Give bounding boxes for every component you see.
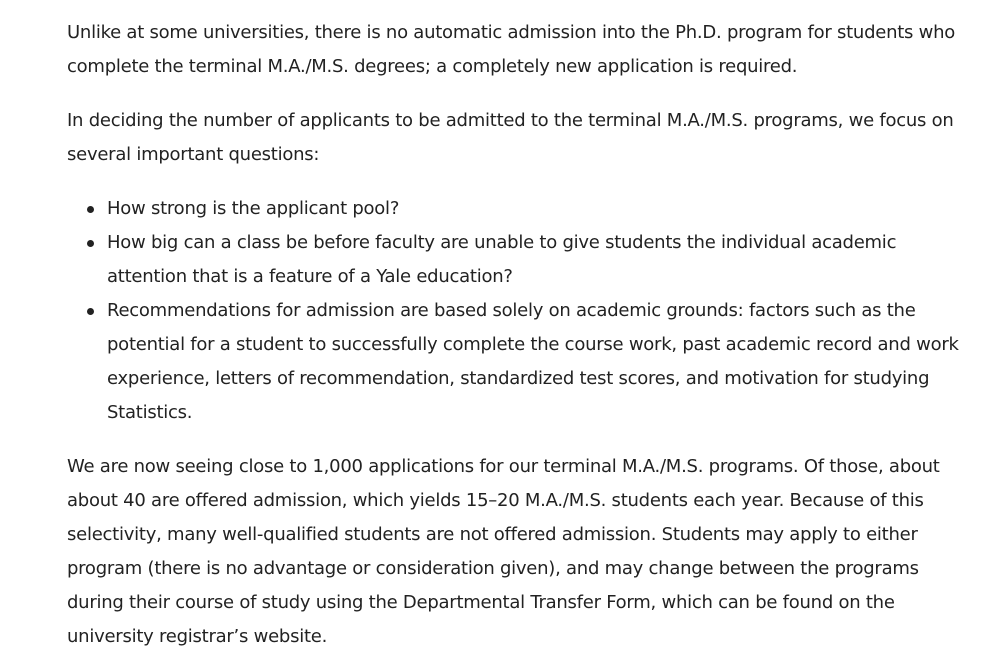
intro-paragraph: Unlike at some universities, there is no automatic admission into the Ph.D. program for students who complete the terminal M.A./M.S. degrees; a completely new application is required.	[67, 22, 956, 77]
closing-paragraph: We are now seeing close to 1,000 applications for our terminal M.A./M.S. programs. Of those, about about 40 are offered admission, which yields 15–20 M.A./M.S. students each year. Because of this selectivity, many well-qualified students are not offered admission. Students may apply to either program (there is no advantage or consideration given), and may change between the programs during their course of study using the Departmental Transfer Form, which can be found on the university registrar’s website.	[67, 456, 940, 647]
article-body	[67, 16, 967, 654]
list-item: Recommendations for admission are based solely on academic grounds: factors such as the potential for a student to successfully complete the course work, past academic record and work experience, letters of recommendation, standardized test scores, and motivation for studying Statistics.	[107, 294, 967, 430]
list-item: How strong is the applicant pool?	[107, 192, 967, 226]
list-item: How big can a class be before faculty are unable to give students the individual academic attention that is a feature of a Yale education?	[107, 226, 967, 294]
questions-list	[67, 192, 967, 430]
questions-lead-paragraph: In deciding the number of applicants to be admitted to the terminal M.A./M.S. programs, we focus on several important questions:	[67, 110, 954, 165]
